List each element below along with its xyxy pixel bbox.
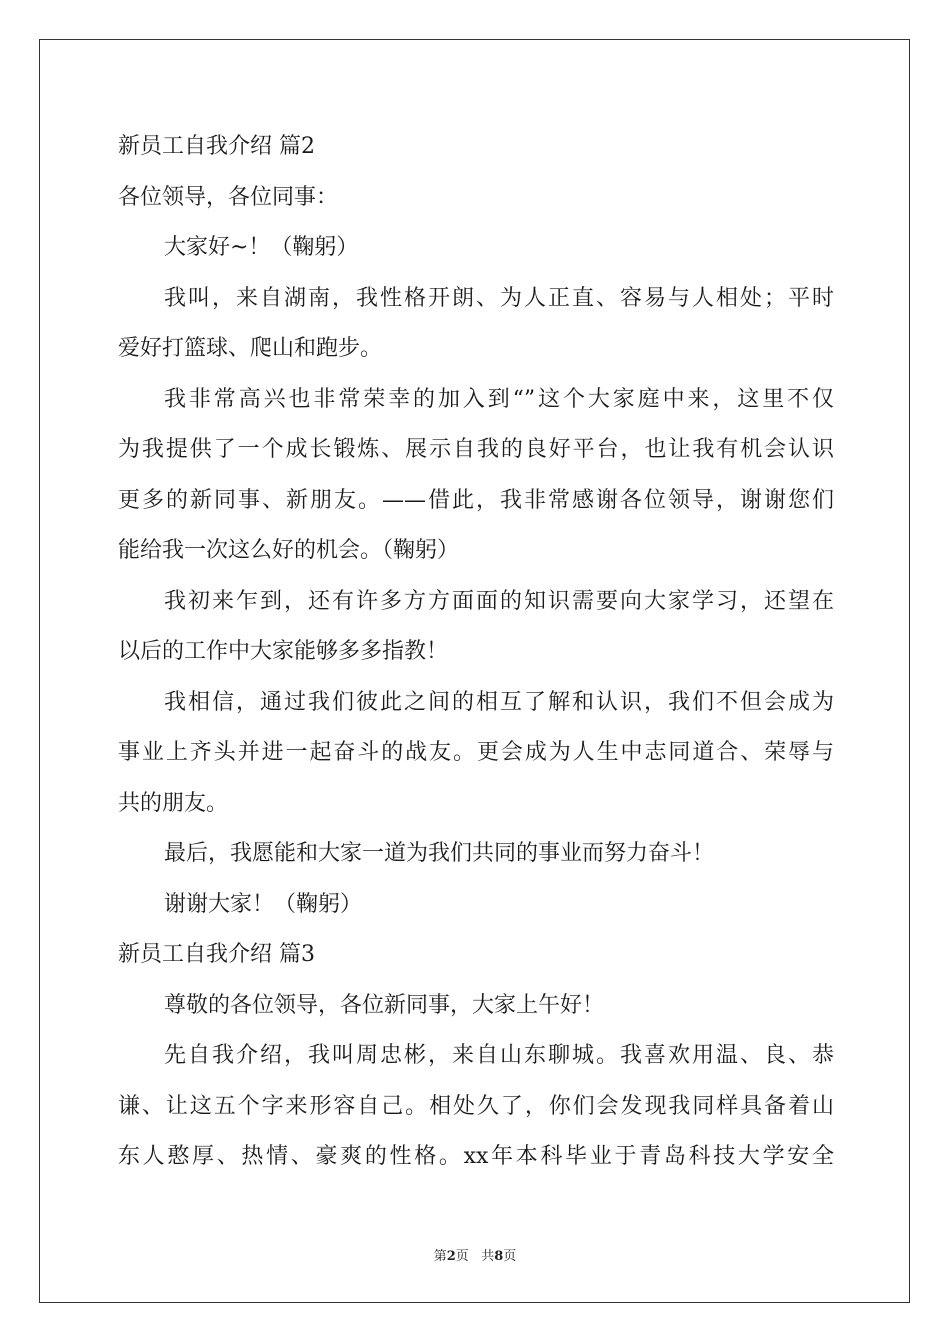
paragraph-line: 以后的工作中大家能够多多指教！ bbox=[118, 639, 449, 664]
paragraph-line: 更多的新同事、新朋友。——借此，我非常感谢各位领导，谢谢您们 bbox=[118, 487, 834, 513]
closing-line: 谢谢大家！（鞠躬） bbox=[164, 891, 363, 917]
greeting-line: 大家好~！（鞠躬） bbox=[164, 235, 359, 260]
paragraph-line: 共的朋友。 bbox=[118, 790, 229, 816]
paragraph-line: 为我提供了一个成长锻炼、展示自我的良好平台，也让我有机会认识 bbox=[118, 437, 834, 462]
paragraph-line: 爱好打篮球、爬山和跑步。 bbox=[118, 336, 383, 361]
page-suffix: 页 bbox=[455, 1249, 469, 1264]
section-heading: 新员工自我介绍 篇3 bbox=[118, 942, 315, 967]
salutation: 尊敬的各位领导，各位新同事，大家上午好！ bbox=[164, 992, 605, 1018]
paragraph-line: 先自我介绍，我叫周忠彬，来自山东聊城。我喜欢用温、良、恭 bbox=[164, 1043, 834, 1068]
paragraph-line: 事业上齐头并进一起奋斗的战友。更会成为人生中志同道合、荣辱与 bbox=[118, 740, 834, 765]
paragraph-line: 我非常高兴也非常荣幸的加入到“”这个大家庭中来，这里不仅 bbox=[164, 386, 834, 412]
paragraph-line: 我相信，通过我们彼此之间的相互了解和认识，我们不但会成为 bbox=[164, 689, 834, 715]
page-number: 2 bbox=[446, 1249, 456, 1264]
total-prefix: 共 bbox=[481, 1249, 495, 1264]
paragraph-line: 东人憨厚、热情、豪爽的性格。xx年本科毕业于青岛科技大学安全 bbox=[118, 1144, 834, 1169]
page-footer bbox=[0, 1245, 950, 1264]
total-suffix: 页 bbox=[503, 1249, 517, 1264]
paragraph-line: 我叫，来自湖南，我性格开朗、为人正直、容易与人相处；平时 bbox=[164, 285, 834, 311]
paragraph-line: 我初来乍到，还有许多方方面面的知识需要向大家学习，还望在 bbox=[164, 588, 834, 614]
paragraph-line: 能给我一次这么好的机会。（鞠躬） bbox=[118, 538, 460, 563]
salutation: 各位领导，各位同事： bbox=[118, 184, 339, 210]
section-heading: 新员工自我介绍 篇2 bbox=[118, 134, 315, 159]
paragraph-line: 谦、让这五个字来形容自己。相处久了，你们会发现我同样具备着山 bbox=[118, 1093, 834, 1119]
document-body bbox=[118, 122, 834, 1183]
page-prefix: 第 bbox=[433, 1249, 447, 1264]
paragraph-line: 最后，我愿能和大家一道为我们共同的事业而努力奋斗！ bbox=[164, 841, 715, 866]
total-pages: 8 bbox=[494, 1249, 504, 1264]
